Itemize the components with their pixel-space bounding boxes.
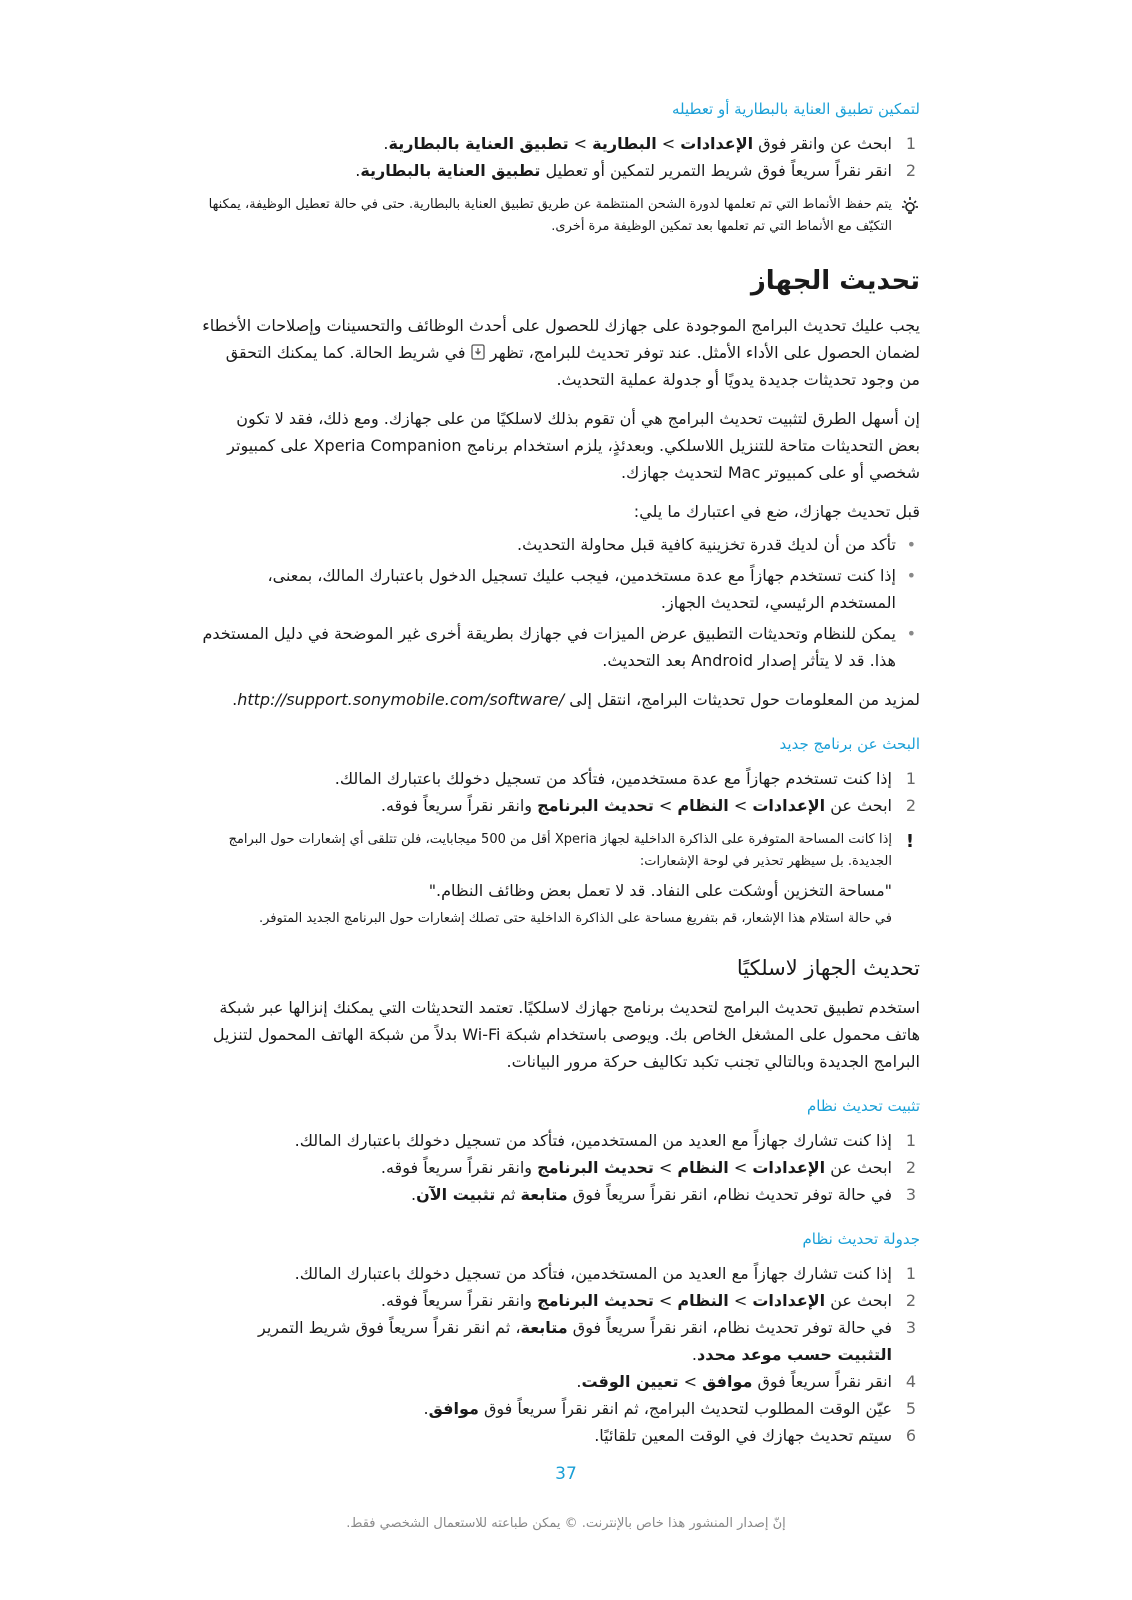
page-number: 37 — [555, 1464, 577, 1484]
step: 2 ابحث عن الإعدادات > النظام > تحديث البرنامج وانقر نقراً سريعاً فوقه. — [380, 1291, 917, 1310]
section-title-wireless: تحديث الجهاز لاسلكيًا — [736, 956, 920, 980]
lightbulb-icon — [900, 196, 920, 216]
paragraph: يجب عليك تحديث البرامج الموجودة على جهازك للحصول على أحدث الوظائف والتحسينات وإصلاحات الأخطاء لضمان الحصول على الأداء الأمثل. عند توفر تحديث للبرامج، تظهر في شريط الحالة. كما يمكنك التحقق من وجود تحديثات جديدة يدويًا أو جدولة عملية التحديث. — [202, 316, 920, 389]
section-heading-battery-care: لتمكين تطبيق العناية بالبطارية أو تعطيله — [671, 100, 920, 118]
page-title: تحديث الجهاز — [750, 266, 920, 296]
step: 1 إذا كنت تشارك جهازاً مع العديد من المستخدمين، فتأكد من تسجيل دخولك باعتبارك المالك. — [294, 1264, 917, 1283]
warning-note — [200, 829, 920, 930]
step: 1 إذا كنت تشارك جهازاً مع العديد من المستخدمين، فتأكد من تسجيل دخولك باعتبارك المالك. — [294, 1131, 917, 1150]
step: 4 انقر نقراً سريعاً فوق موافق > تعيين الوقت. — [576, 1372, 917, 1391]
section-heading-check-software: البحث عن برنامج جديد — [779, 735, 920, 753]
step: 2 انقر نقراً سريعاً فوق شريط التمرير لتمكين أو تعطيل تطبيق العناية بالبطارية. — [355, 161, 917, 180]
page-content — [200, 100, 920, 1459]
steps-install-update — [200, 1127, 920, 1208]
list-item: • إذا كنت تستخدم جهازاً مع عدة مستخدمين، فيجب عليك تسجيل الدخول باعتبارك المالك، بمعنى، المستخدم الرئيسي، لتحديث الجهاز. — [200, 562, 920, 616]
paragraph: استخدم تطبيق تحديث البرامج لتحديث برنامج جهازك لاسلكيًا. تعتمد التحديثات التي يمكنك إنزالها عبر شبكة هاتف محمول على المشغل الخاص بك. ويوصى باستخدام شبكة Wi-Fi بدلاً من شبكة الهاتف المحمول لتنزيل البرامج الجديدة وبالتالي تجنب تكبد تكاليف حركة مرور البيانات. — [212, 998, 920, 1071]
tip-note — [200, 194, 920, 238]
update-notification-icon — [471, 344, 485, 360]
step: 1 ابحث عن وانقر فوق الإعدادات > البطارية > تطبيق العناية بالبطارية. — [383, 134, 917, 153]
warning-quote: "مساحة التخزين أوشكت على النفاد. قد لا تعمل بعض وظائف النظام." — [428, 881, 892, 900]
list-item: • يمكن للنظام وتحديثات التطبيق عرض الميزات في جهازك بطريقة أخرى غير الموضحة في دليل المستخدم هذا. قد لا يتأثر إصدار Android بعد التحديث. — [200, 620, 920, 674]
paragraph: قبل تحديث جهازك، ضع في اعتبارك ما يلي: — [633, 502, 920, 521]
step: 3 في حالة توفر تحديث نظام، انقر نقراً سريعاً فوق متابعة، ثم انقر نقراً سريعاً فوق شريط التمرير التثبيت حسب موعد محدد. — [258, 1318, 917, 1364]
warning-followup: في حالة استلام هذا الإشعار، قم بتفريغ مساحة على الذاكرة الداخلية حتى تصلك إشعارات حول البرنامج الجديد المتوفر. — [258, 911, 892, 926]
step: 2 ابحث عن الإعدادات > النظام > تحديث البرنامج وانقر نقراً سريعاً فوقه. — [380, 796, 917, 815]
paragraph: لمزيد من المعلومات حول تحديثات البرامج، انتقل إلى http://support.sonymobile.com/software/. — [232, 690, 920, 709]
step: 3 في حالة توفر تحديث نظام، انقر نقراً سريعاً فوق متابعة ثم تثبيت الآن. — [410, 1185, 917, 1204]
step: 5 عيّن الوقت المطلوب لتحديث البرامج، ثم انقر نقراً سريعاً فوق موافق. — [423, 1399, 917, 1418]
step: 2 ابحث عن الإعدادات > النظام > تحديث البرنامج وانقر نقراً سريعاً فوقه. — [380, 1158, 917, 1177]
page-footer: إنّ إصدار المنشور هذا خاص بالإنترنت. © يمكن طباعته للاستعمال الشخصي فقط. — [346, 1516, 786, 1531]
steps-schedule-update — [200, 1260, 920, 1449]
tip-text: يتم حفظ الأنماط التي تم تعلمها لدورة الشحن المنتظمة عن طريق تطبيق العناية بالبطارية. حتى في حالة تعطيل الوظيفة، يمكنها التكيّف مع الأنماط التي تم تعلمها بعد تمكين الوظيفة مرة أخرى. — [208, 197, 892, 234]
list-item: • تأكد من أن لديك قدرة تخزينية كافية قبل محاولة التحديث. — [200, 531, 920, 558]
steps-battery-care — [200, 130, 920, 184]
warning-text: إذا كانت المساحة المتوفرة على الذاكرة الداخلية لجهاز Xperia أقل من 500 ميجابايت، فلن تتلقى أي إشعارات حول البرامج الجديدة. بل سيظهر تحذير في لوحة الإشعارات: — [228, 832, 892, 869]
paragraph: إن أسهل الطرق لتثبيت تحديث البرامج هي أن تقوم بذلك لاسلكيًا من على جهازك. ومع ذلك، فقد لا تكون بعض التحديثات متاحة للتنزيل اللاسلكي. وبعدئذٍ، يلزم استخدام برنامج Xperia Companion على كمبيوتر شخصي أو على كمبيوتر Mac لتحديث جهازك. — [227, 409, 920, 482]
considerations-list — [200, 531, 920, 674]
section-heading-install-update: تثبيت تحديث نظام — [807, 1097, 920, 1115]
support-link[interactable]: http://support.sonymobile.com/software/ — [237, 690, 565, 709]
section-heading-schedule-update: جدولة تحديث نظام — [802, 1230, 920, 1248]
step: 6 سيتم تحديث جهازك في الوقت المعين تلقائيًا. — [594, 1426, 917, 1445]
step: 1 إذا كنت تستخدم جهازاً مع عدة مستخدمين، فتأكد من تسجيل دخولك باعتبارك المالك. — [334, 769, 917, 788]
exclamation-icon: ! — [905, 831, 915, 852]
steps-check-software — [200, 765, 920, 819]
